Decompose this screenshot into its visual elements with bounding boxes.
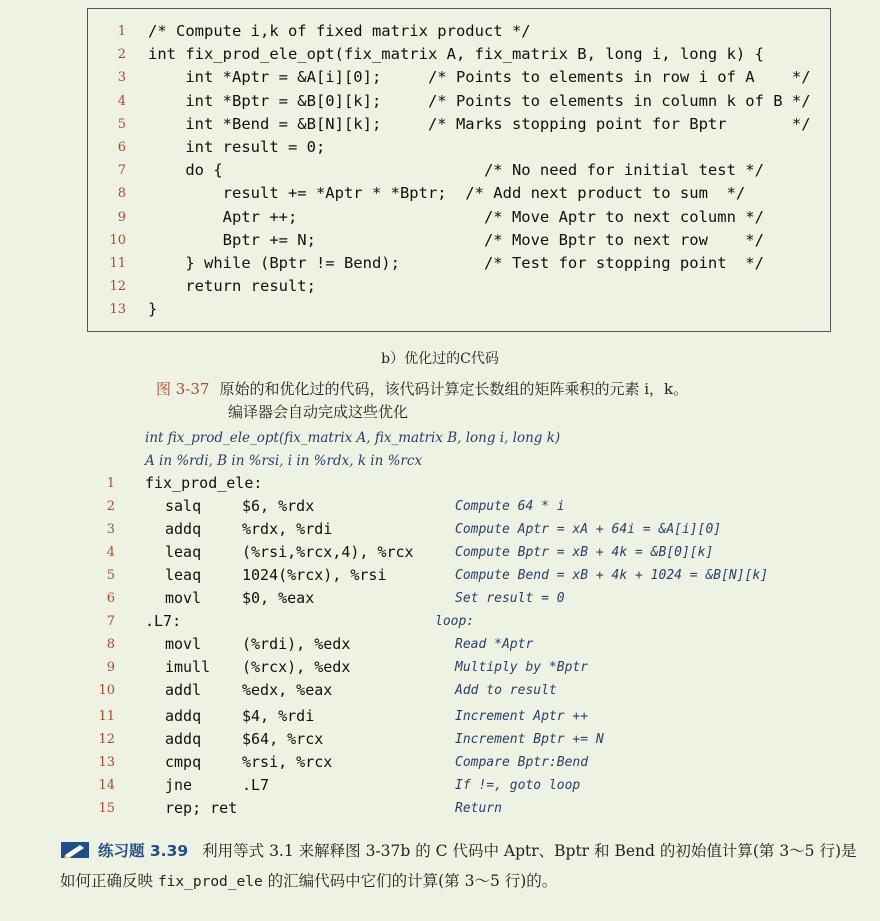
asm-operands: (%rdi), %edx [242, 635, 351, 653]
line-number: 3 [117, 70, 126, 86]
c-code-text: Bptr += N; /* Move Bptr to next row */ [148, 230, 764, 249]
line-number: 10 [109, 232, 126, 248]
practice-title: 练习题 3.39 [98, 842, 189, 860]
c-code-text: do { /* No need for initial test */ [148, 161, 764, 180]
asm-comment: Return [455, 801, 502, 816]
line-number: 8 [106, 637, 115, 652]
asm-mnemonic: movl [165, 635, 202, 653]
asm-comment: Compute 64 * i [455, 499, 565, 514]
line-number: 4 [117, 93, 126, 109]
line-number: 13 [98, 755, 115, 770]
c-code-text: } while (Bptr != Bend); /* Test for stopping point */ [148, 254, 764, 272]
line-number: 5 [106, 568, 115, 583]
line-number: 4 [106, 545, 115, 560]
line-number: 2 [106, 499, 115, 514]
asm-comment: Multiply by *Bptr [455, 660, 589, 675]
line-number: 13 [109, 302, 126, 318]
line-number: 8 [117, 186, 126, 202]
asm-operands: (%rsi,%rcx,4), %rcx [242, 543, 414, 561]
asm-mnemonic: rep; ret [165, 799, 238, 817]
asm-mnemonic: salq [165, 497, 202, 515]
practice-code: fix_prod_ele [157, 874, 263, 890]
line-number: 6 [117, 140, 126, 155]
line-number: 9 [117, 209, 126, 225]
line-number: 2 [117, 47, 126, 63]
asm-comment: Read *Aptr [455, 637, 534, 652]
asm-comment: Set result = 0 [455, 591, 565, 606]
asm-mnemonic: leaq [165, 543, 202, 561]
subcaption: b）优化过的C代码 [381, 351, 499, 367]
asm-operands: 1024(%rcx), %rsi [242, 566, 387, 584]
c-code-text: Aptr ++; /* Move Aptr to next column */ [148, 207, 764, 226]
line-number: 14 [98, 778, 115, 793]
asm-comment: Compute Bptr = xB + 4k = &B[0][k] [455, 545, 714, 560]
figure-caption-line1: 原始的和优化过的代码，该代码计算定长数组的矩阵乘积的元素 i，k。 [219, 380, 689, 398]
line-number: 5 [117, 116, 126, 132]
practice-problem [60, 836, 870, 897]
asm-operands: $64, %rcx [242, 730, 324, 748]
line-number: 7 [117, 163, 126, 179]
c-code-box [87, 8, 831, 332]
line-number: 3 [106, 522, 115, 537]
asm-operands: %edx, %eax [242, 681, 333, 699]
asm-comment: Add to result [455, 683, 557, 698]
c-code-text: /* Compute i,k of fixed matrix product */ [148, 22, 531, 40]
asm-operands: %rdx, %rdi [242, 520, 333, 538]
c-code-text: int *Bend = &B[N][k]; /* Marks stopping point for Bptr */ [148, 114, 811, 133]
asm-comment: Compute Bend = xB + 4k + 1024 = &B[N][k] [455, 568, 769, 583]
figure-caption [156, 378, 688, 424]
line-number: 11 [109, 256, 126, 271]
line-number: 1 [117, 24, 126, 39]
line-number: 10 [98, 683, 115, 698]
c-code-text: } [148, 300, 158, 319]
c-code-text: int result = 0; [148, 138, 326, 156]
asm-register-map: A in %rdi, B in %rsi, i in %rdx, k in %rcx [145, 453, 423, 469]
asm-signature: int fix_prod_ele_opt(fix_matrix A, fix_matrix B, long i, long k) [145, 430, 561, 446]
asm-comment: Increment Bptr += N [455, 732, 604, 747]
line-number: 12 [98, 732, 115, 747]
pencil-practice-icon [60, 840, 90, 860]
figure-label: 图 3-37 [156, 380, 210, 398]
asm-operands: $0, %eax [242, 589, 315, 607]
asm-operands: .L7 [242, 776, 270, 794]
asm-mnemonic: leaq [165, 566, 202, 584]
c-code-text: int *Bptr = &B[0][k]; /* Points to elements in column k of B */ [148, 91, 811, 110]
c-code-text: int fix_prod_ele_opt(fix_matrix A, fix_matrix B, long i, long k) { [148, 45, 764, 64]
c-code-text: result += *Aptr * *Bptr; /* Add next product to sum */ [148, 184, 746, 203]
asm-comment: Compute Aptr = xA + 64i = &A[i][0] [455, 522, 722, 537]
asm-operands: %rsi, %rcx [242, 753, 333, 771]
asm-mnemonic: addq [165, 730, 202, 748]
asm-operands: $4, %rdi [242, 707, 315, 725]
practice-text-1: 利用等式 3.1 来解释图 3-37b 的 C 代码中 Aptr、Bptr 和 Bend 的初始值计算(第 3～5 行)是如何正确反映 [60, 842, 857, 890]
asm-comment: Increment Aptr ++ [455, 709, 589, 724]
asm-mnemonic: movl [165, 589, 202, 607]
practice-text-2: 的汇编代码中它们的计算(第 3～5 行)的。 [262, 872, 558, 890]
line-number: 12 [109, 279, 126, 295]
asm-comment: If !=, goto loop [455, 778, 581, 793]
asm-mnemonic: jne [165, 776, 193, 794]
line-number: 1 [106, 476, 115, 491]
asm-mnemonic: cmpq [165, 753, 202, 771]
asm-mnemonic: imull [165, 658, 211, 676]
line-number: 15 [98, 801, 115, 816]
c-code-text: int *Aptr = &A[i][0]; /* Points to elements in row i of A */ [148, 68, 811, 87]
asm-comment: loop: [435, 614, 475, 629]
asm-comment: Compare Bptr:Bend [455, 755, 589, 770]
asm-mnemonic: addq [165, 520, 202, 538]
line-number: 11 [98, 709, 115, 724]
asm-operands: (%rcx), %edx [242, 658, 351, 676]
line-number: 6 [106, 591, 115, 606]
line-number: 9 [106, 660, 115, 675]
asm-mnemonic: addq [165, 707, 202, 725]
asm-mnemonic: addl [165, 681, 202, 699]
asm-label: fix_prod_ele: [145, 474, 263, 492]
figure-caption-line2: 编译器会自动完成这些优化 [228, 403, 409, 421]
asm-label: .L7: [145, 612, 182, 630]
c-code-text: return result; [148, 277, 316, 296]
asm-operands: $6, %rdx [242, 497, 315, 515]
line-number: 7 [106, 614, 115, 629]
